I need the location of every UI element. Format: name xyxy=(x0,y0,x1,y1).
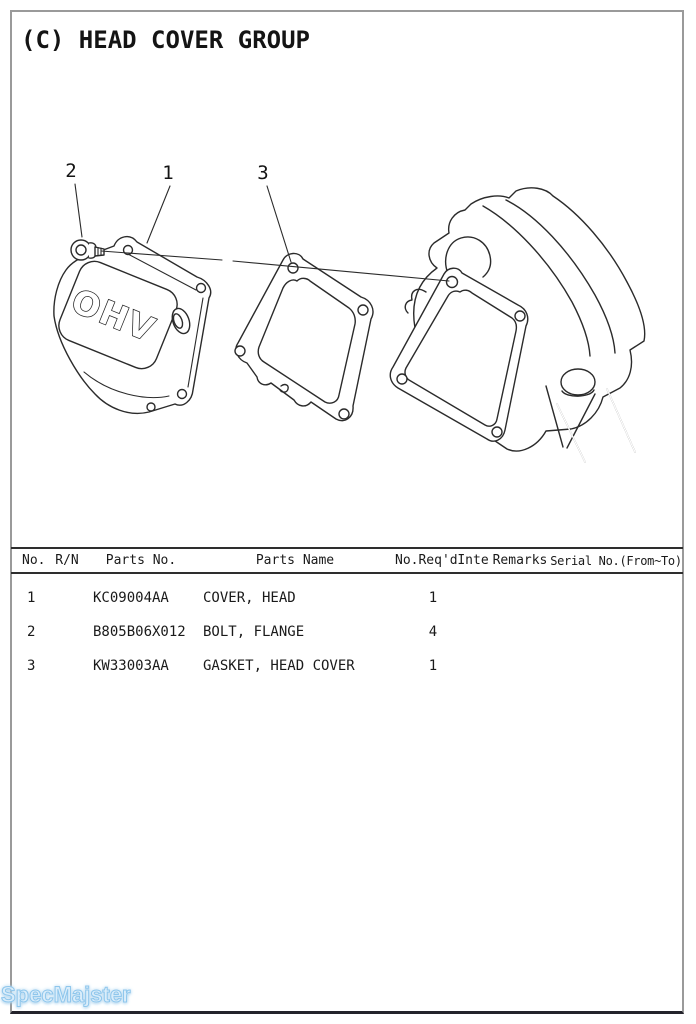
cell-parts-no: KC09004AA xyxy=(93,590,169,606)
head-bolt-hole xyxy=(515,311,525,321)
head-bolt-hole xyxy=(492,427,502,437)
cell-parts-name: BOLT, FLANGE xyxy=(203,624,305,640)
bolt-head-inner xyxy=(76,245,86,255)
cell-qty: 1 xyxy=(428,658,438,674)
header-parts-name: Parts Name xyxy=(255,553,335,568)
head-cover-illustration xyxy=(54,237,211,414)
header-no-reqd: No.Req'd xyxy=(395,553,458,568)
header-rn: R/N xyxy=(55,553,79,568)
cover-bolt-hole xyxy=(147,403,155,411)
header-remarks: Remarks xyxy=(492,553,548,568)
gasket-bolt-hole xyxy=(235,346,245,356)
table-row xyxy=(11,656,683,676)
cell-no: 1 xyxy=(27,590,36,606)
cell-qty: 4 xyxy=(428,624,438,640)
leader-line-2 xyxy=(75,184,82,237)
cell-qty: 1 xyxy=(428,590,438,606)
watermark: SpecMajster xyxy=(1,982,131,1007)
cover-bolt-hole xyxy=(178,390,187,399)
table-row xyxy=(11,588,683,608)
ohv-emboss-label: OHV xyxy=(66,281,162,350)
table-row xyxy=(11,622,683,642)
cell-no: 2 xyxy=(27,624,36,640)
cell-parts-no: B805B06X012 xyxy=(93,624,186,640)
head-bolt-hole xyxy=(397,374,407,384)
gasket-bolt-hole xyxy=(288,263,298,273)
parts-table-header-row xyxy=(11,547,683,574)
cell-parts-no: KW33003AA xyxy=(93,658,169,674)
gasket-bolt-hole xyxy=(358,305,368,315)
page-title: (C) HEAD COVER GROUP xyxy=(21,26,310,54)
cover-bolt-hole xyxy=(197,284,206,293)
cell-no: 3 xyxy=(27,658,36,674)
leader-line-3 xyxy=(267,186,291,262)
callout-label-3: 3 xyxy=(257,162,269,184)
header-serial-no: Serial No.(From~To) xyxy=(550,553,682,568)
callout-label-2: 2 xyxy=(65,160,77,182)
head-bolt-hole xyxy=(447,277,458,288)
header-parts-no: Parts No. xyxy=(105,553,177,568)
cylinder-head-illustration xyxy=(390,188,644,462)
header-inte: Inte xyxy=(457,553,489,568)
parts-table xyxy=(11,547,683,676)
header-no: No. xyxy=(22,553,46,568)
cell-parts-name: GASKET, HEAD COVER xyxy=(203,658,355,674)
gasket-illustration xyxy=(235,253,373,420)
plug-boss xyxy=(561,369,595,395)
cell-parts-name: COVER, HEAD xyxy=(203,590,296,606)
stud-core xyxy=(607,389,635,452)
leader-line-1 xyxy=(147,186,170,243)
gasket-bolt-hole xyxy=(339,409,349,419)
callout-label-1: 1 xyxy=(162,162,174,184)
